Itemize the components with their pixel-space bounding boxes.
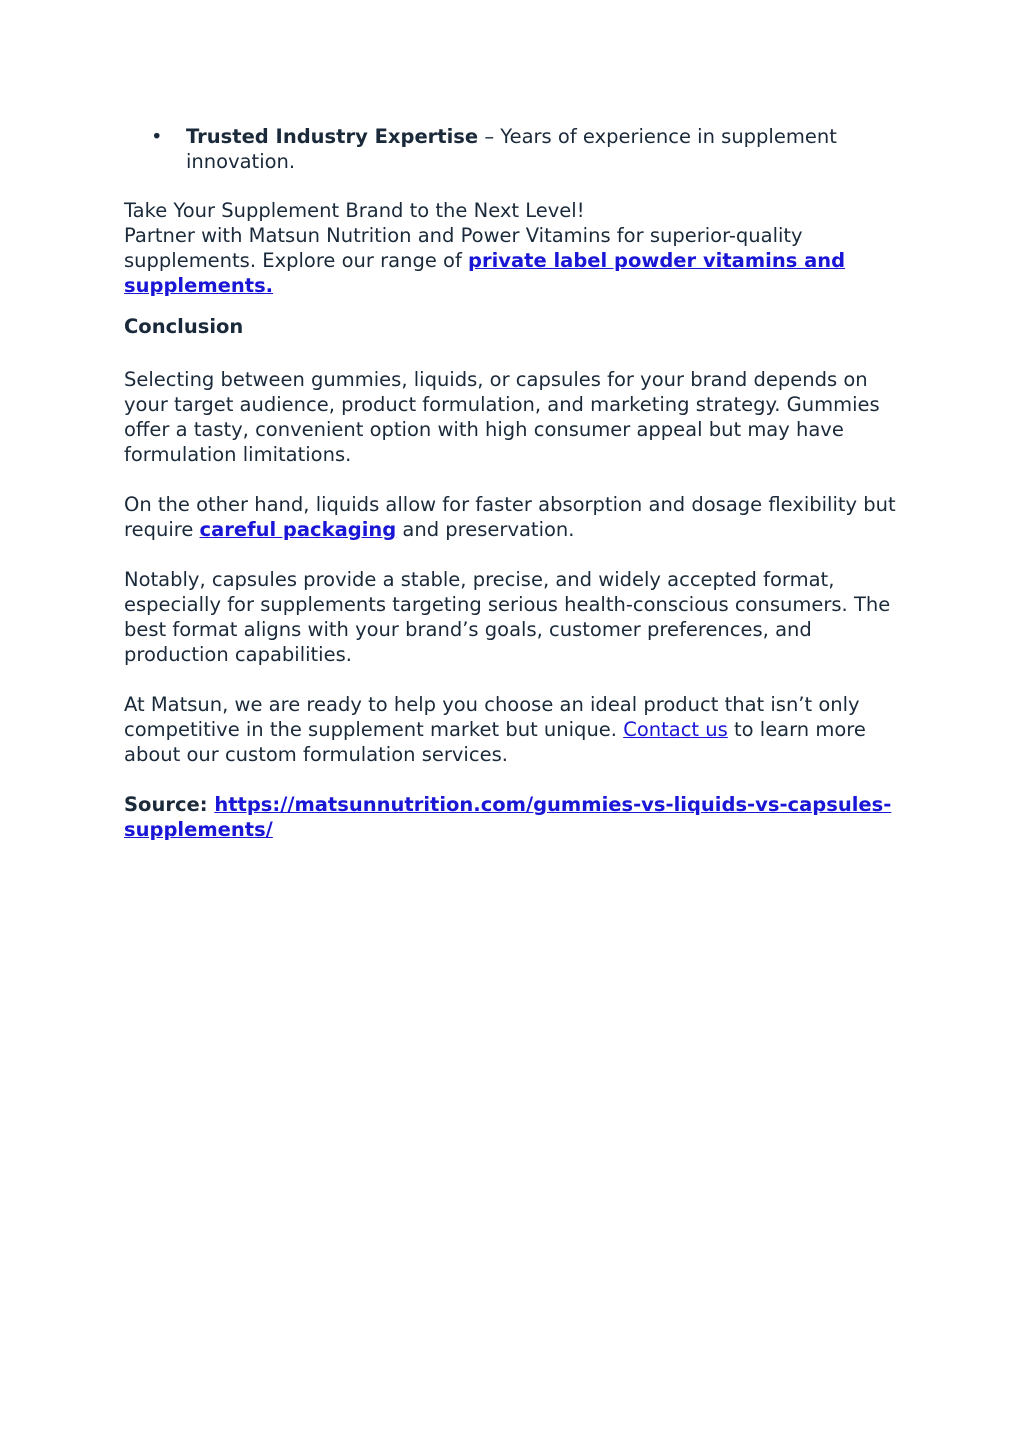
document-page — [124, 124, 904, 842]
conclusion-paragraph-4 — [124, 692, 904, 767]
paragraph-2-text: On the other hand, liquids allow for faster absorption and dosage flexibility but require — [124, 493, 896, 541]
paragraph-2-suffix: and preservation. — [396, 518, 575, 541]
conclusion-paragraph-1: Selecting between gummies, liquids, or capsules for your brand depends on your target audience, product formulation, and marketing strategy. Gummies offer a tasty, convenient option with high consumer appeal but may have formulation limitations. — [124, 368, 880, 466]
conclusion-heading: Conclusion — [124, 315, 244, 338]
private-label-link[interactable]: private label powder vitamins and supplements. — [124, 249, 846, 297]
cta-paragraph — [124, 198, 904, 298]
contact-us-link[interactable]: Contact us — [623, 718, 728, 741]
bullet-icon: • — [151, 125, 163, 148]
cta-line1: Take Your Supplement Brand to the Next Level! — [124, 199, 585, 222]
bullet-item — [124, 124, 904, 174]
bullet-text: – Years of experience in supplement innovation. — [186, 125, 837, 173]
careful-packaging-link[interactable]: careful packaging — [199, 518, 397, 541]
bullet-title: Trusted Industry Expertise — [186, 125, 479, 148]
cta-line2: Partner with Matsun Nutrition and Power Vitamins for superior-quality supplements. Explore our range of — [124, 224, 803, 272]
source-url-link[interactable]: https://matsunnutrition.com/gummies-vs-liquids-vs-capsules-supplements/ — [124, 793, 892, 841]
paragraph-4-text: At Matsun, we are ready to help you choose an ideal product that isn’t only competitive in the supplement market but unique. — [124, 693, 860, 741]
paragraph-4-suffix: to learn more about our custom formulation services. — [124, 718, 866, 766]
conclusion-paragraph-3: Notably, capsules provide a stable, precise, and widely accepted format, especially for supplements targeting serious health-conscious consumers. The best format aligns with your brand’s goals, customer preferences, and production capabilities. — [124, 568, 891, 666]
source-label: Source: — [124, 793, 215, 816]
conclusion-paragraph-2 — [124, 492, 904, 542]
source-paragraph — [124, 792, 904, 842]
